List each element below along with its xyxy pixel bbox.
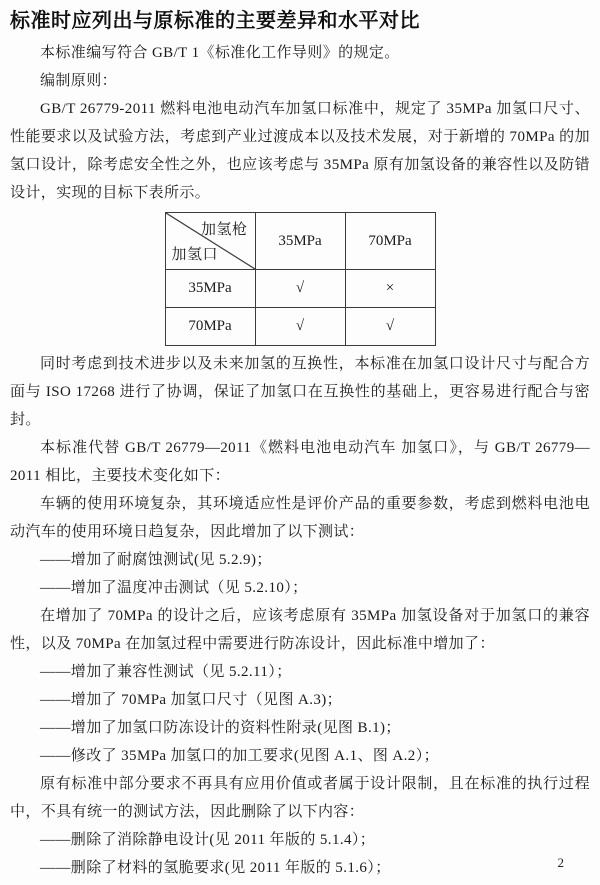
paragraph: 本标准编写符合 GB/T 1《标准化工作导则》的规定。 [40, 45, 400, 61]
list-item-dash: ——增加了 70MPa 加氢口尺寸（见图 A.3)； [40, 692, 343, 708]
list-item-dash: ——增加了耐腐蚀测试(见 5.2.9)； [40, 552, 272, 568]
table-header-row [165, 213, 435, 270]
paragraph: 原有标准中部分要求不再具有应用价值或者属于设计限制，且在标准的执行过程中，不具有统一的测试方法，因此删除了以下内容： [10, 776, 590, 820]
paragraph: 在增加了 70MPa 的设计之后，应该考虑原有 35MPa 加氢设备对于加氢口的兼容性，以及 70MPa 在加氢过程中需要进行防冻设计，因此标准中增加了： [10, 608, 590, 652]
list-item-dash: ——删除了材料的氢脆要求(见 2011 年版的 5.1.6）； [40, 860, 391, 876]
paragraph: 车辆的使用环境复杂，其环境适应性是评价产品的重要参数，考虑到燃料电池电动汽车的使用环境日趋复杂，因此增加了以下测试： [10, 496, 590, 540]
row-label: 35MPa [165, 270, 255, 308]
table-row [165, 270, 435, 308]
list-item-dash: ——删除了消除静电设计(见 2011 年版的 5.1.4）； [40, 832, 376, 848]
corner-label-receptacle: 加氢口 [171, 247, 219, 263]
paragraph: 编制原则： [40, 73, 118, 89]
paragraph: 同时考虑到技术进步以及未来加氢的互换性，本标准在加氢口设计尺寸与配合方面与 ISO 17268 进行了协调，保证了加氢口在互换性的基础上，更容易进行配合与密封。 [10, 356, 590, 428]
list-item-dash: ——增加了加氢口防冻设计的资料性附录(见图 B.1)； [40, 720, 401, 736]
corner-label-nozzle: 加氢枪 [200, 222, 248, 238]
column-header: 70MPa [345, 213, 435, 270]
paragraph: GB/T 26779-2011 燃料电池电动汽车加氢口标准中，规定了 35MPa 加氢口尺寸、性能要求以及试验方法，考虑到产业过渡成本以及技术发展，对于新增的 70MPa 的加氢口设计，除考虑安全性之外，也应该考虑与 35MPa 原有加氢设备的兼容性以及防错设计，实现的目标下表所示。 [10, 101, 590, 201]
list-item-dash: ——修改了 35MPa 加氢口的加工要求(见图 A.1、图 A.2）； [40, 748, 439, 764]
result-cell: √ [255, 308, 345, 346]
result-cell: √ [345, 308, 435, 346]
column-header: 35MPa [255, 213, 345, 270]
page-title: 标准时应列出与原标准的主要差异和水平对比 [10, 10, 420, 32]
list-item-dash: ——增加了温度冲击测试（见 5.2.10）； [40, 580, 308, 596]
row-label: 70MPa [165, 308, 255, 346]
page-number: 2 [557, 855, 564, 870]
list-item-dash: ——增加了兼容性测试（见 5.2.11）； [40, 664, 292, 680]
table-corner-cell [165, 213, 255, 270]
paragraph: 本标准代替 GB/T 26779—2011《燃料电池电动汽车 加氢口》，与 GB/T 26779—2011 相比，主要技术变化如下： [10, 440, 590, 484]
result-cell: × [345, 270, 435, 308]
result-cell: √ [255, 270, 345, 308]
table-row [165, 308, 435, 346]
compatibility-table [165, 212, 436, 346]
